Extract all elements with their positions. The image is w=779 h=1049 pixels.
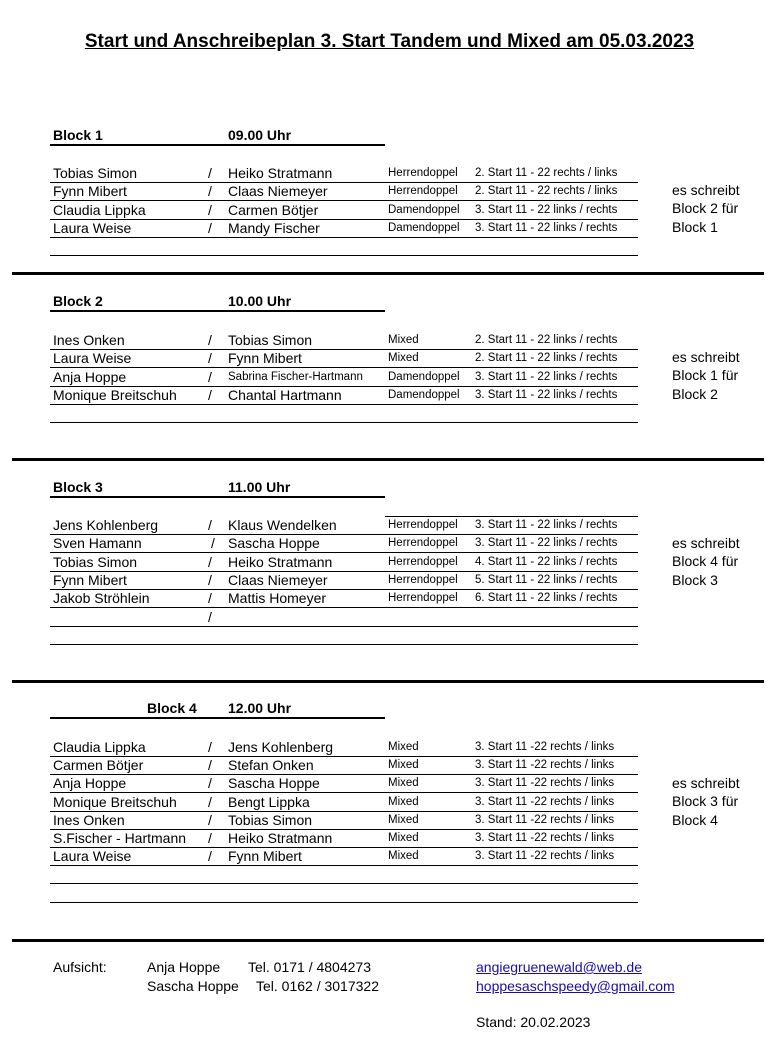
- pair-separator: /: [208, 517, 212, 533]
- player-2: Stefan Onken: [228, 757, 314, 773]
- pair-separator: /: [208, 350, 212, 366]
- pair-separator: /: [208, 387, 212, 403]
- discipline: Mixed: [388, 759, 419, 771]
- player-1: Monique Breitschuh: [53, 387, 177, 403]
- player-1: Anja Hoppe: [53, 369, 127, 385]
- pair-separator: /: [208, 183, 212, 199]
- block-writer-note: Block 1: [672, 218, 718, 235]
- block-separator: [12, 680, 764, 683]
- start-info: 3. Start 11 - 22 links / rechts: [475, 204, 618, 216]
- start-info: 3. Start 11 -22 rechts / links: [475, 814, 615, 826]
- start-info: 2. Start 11 - 22 links / rechts: [475, 352, 618, 364]
- pair-separator: /: [208, 165, 212, 181]
- player-2: Heiko Stratmann: [228, 554, 333, 570]
- discipline: Herrendoppel: [388, 185, 458, 197]
- start-info: 3. Start 11 -22 rechts / links: [475, 777, 615, 789]
- discipline: Mixed: [388, 850, 419, 862]
- pair-separator: /: [208, 848, 212, 864]
- player-2: Bengt Lippka: [228, 794, 310, 810]
- player-1: Laura Weise: [53, 350, 132, 366]
- row-line: [50, 792, 638, 793]
- blank-line: [50, 255, 638, 256]
- player-2: Claas Niemeyer: [228, 183, 328, 199]
- start-info: 2. Start 11 - 22 links / rechts: [475, 334, 618, 346]
- email-link-1[interactable]: angiegruenewald@web.de: [476, 959, 642, 975]
- player-2: Tobias Simon: [228, 812, 313, 828]
- column-top-line: [385, 516, 638, 517]
- discipline: Herrendoppel: [388, 574, 458, 586]
- row-line-right: [472, 589, 638, 590]
- player-2: Carmen Bötjer: [228, 202, 319, 218]
- pair-separator: /: [208, 590, 212, 606]
- pair-separator: /: [208, 830, 212, 846]
- footer-separator: [12, 939, 764, 942]
- row-line: [50, 182, 638, 183]
- player-1: Claudia Lippka: [53, 202, 146, 218]
- player-1: Fynn Mibert: [53, 183, 127, 199]
- blank-line: [50, 902, 638, 903]
- block-header-underline: [50, 496, 385, 498]
- start-info: 3. Start 11 -22 rechts / links: [475, 832, 615, 844]
- player-1: Ines Onken: [53, 332, 125, 348]
- block-header-underline: [50, 144, 385, 146]
- pair-separator: /: [208, 332, 212, 348]
- player-2: Mandy Fischer: [228, 220, 320, 236]
- block-writer-note: es schreibt: [672, 775, 740, 791]
- player-2: Claas Niemeyer: [228, 572, 328, 588]
- discipline: Mixed: [388, 741, 419, 753]
- row-line-right: [472, 534, 638, 535]
- block-header-underline: [50, 717, 385, 719]
- discipline: Herrendoppel: [388, 519, 458, 531]
- player-1: Carmen Bötjer: [53, 757, 144, 773]
- row-line: [50, 811, 638, 812]
- player-1: Sven Hamann: [53, 535, 142, 551]
- player-2: Heiko Stratmann: [228, 830, 333, 846]
- player-2: Mattis Homeyer: [228, 590, 327, 606]
- player-2: Fynn Mibert: [228, 350, 302, 366]
- row-line: [50, 607, 472, 608]
- start-info: 5. Start 11 - 22 links / rechts: [475, 574, 618, 586]
- player-2: Klaus Wendelken: [228, 517, 337, 533]
- row-line: [50, 219, 638, 220]
- start-info: 3. Start 11 -22 rechts / links: [475, 850, 615, 862]
- block-separator: [12, 272, 764, 275]
- pair-separator: /: [208, 202, 212, 218]
- pair-separator: /: [208, 775, 212, 791]
- row-line-right: [472, 607, 638, 608]
- block-label: Block 2: [53, 293, 103, 309]
- player-1: Ines Onken: [53, 812, 125, 828]
- player-2: Jens Kohlenberg: [228, 739, 334, 755]
- row-line-right: [472, 552, 638, 553]
- pair-separator: /: [211, 535, 215, 551]
- row-line: [50, 367, 638, 368]
- row-line: [50, 237, 638, 238]
- player-1: S.Fischer - Hartmann: [53, 830, 187, 846]
- player-2: Fynn Mibert: [228, 848, 302, 864]
- discipline: Herrendoppel: [388, 556, 458, 568]
- pair-separator: /: [208, 609, 212, 625]
- pair-separator: /: [208, 572, 212, 588]
- block-writer-note: es schreibt: [672, 349, 740, 365]
- blank-line: [50, 422, 638, 423]
- discipline: Damendoppel: [388, 389, 460, 401]
- block-time: 12.00 Uhr: [228, 700, 292, 716]
- block-header-underline: [50, 310, 385, 312]
- blank-line: [50, 883, 638, 884]
- discipline: Herrendoppel: [388, 167, 458, 179]
- player-2: Sascha Hoppe: [228, 535, 320, 551]
- block-writer-note: Block 2: [672, 385, 718, 402]
- start-info: 3. Start 11 - 22 links / rechts: [475, 519, 618, 531]
- start-info: 2. Start 11 - 22 rechts / links: [475, 185, 618, 197]
- discipline: Damendoppel: [388, 222, 460, 234]
- start-info: 3. Start 11 - 22 links / rechts: [475, 389, 618, 401]
- email-link-2[interactable]: hoppesaschspeedy@gmail.com: [476, 978, 675, 994]
- player-2: Chantal Hartmann: [228, 387, 342, 403]
- blank-line: [50, 644, 638, 645]
- player-2: Sabrina Fischer-Hartmann: [228, 371, 363, 383]
- pair-separator: /: [208, 812, 212, 828]
- row-line: [50, 774, 638, 775]
- start-info: 3. Start 11 -22 rechts / links: [475, 796, 615, 808]
- start-info: 3. Start 11 -22 rechts / links: [475, 759, 615, 771]
- discipline: Damendoppel: [388, 204, 460, 216]
- discipline: Herrendoppel: [388, 592, 458, 604]
- start-info: 3. Start 11 - 22 links / rechts: [475, 222, 618, 234]
- row-line: [50, 349, 638, 350]
- discipline: Mixed: [388, 814, 419, 826]
- discipline: Mixed: [388, 777, 419, 789]
- block-writer-note: es schreibt: [672, 182, 740, 198]
- row-line: [50, 865, 638, 866]
- block-time: 11.00 Uhr: [228, 479, 291, 495]
- row-line: [50, 404, 638, 405]
- block-label: Block 3: [53, 479, 103, 495]
- start-info: 3. Start 11 - 22 links / rechts: [475, 371, 618, 383]
- pair-separator: /: [208, 369, 212, 385]
- start-info: 6. Start 11 - 22 links / rechts: [475, 592, 618, 604]
- discipline: Mixed: [388, 832, 419, 844]
- pair-separator: /: [208, 739, 212, 755]
- pair-separator: /: [208, 794, 212, 810]
- row-line: [50, 200, 638, 201]
- supervisor-2-name: Sascha Hoppe: [147, 978, 239, 994]
- block-writer-note: Block 3 für: [672, 793, 739, 810]
- block-writer-note: Block 2 für: [672, 200, 739, 217]
- block-time: 09.00 Uhr: [228, 127, 292, 143]
- block-label: Block 1: [53, 127, 103, 143]
- player-1: Claudia Lippka: [53, 739, 146, 755]
- supervisor-2-phone: Tel. 0162 / 3017322: [256, 978, 379, 994]
- player-1: Anja Hoppe: [53, 775, 127, 791]
- player-2: Sascha Hoppe: [228, 775, 320, 791]
- pair-separator: /: [208, 757, 212, 773]
- start-info: 2. Start 11 - 22 rechts / links: [475, 167, 618, 179]
- supervisor-1-name: Anja Hoppe: [147, 959, 221, 975]
- discipline: Damendoppel: [388, 371, 460, 383]
- player-1: Fynn Mibert: [53, 572, 127, 588]
- player-2: Tobias Simon: [228, 332, 313, 348]
- player-1: Laura Weise: [53, 848, 132, 864]
- block-writer-note: Block 4 für: [672, 553, 739, 570]
- row-line: [50, 626, 638, 627]
- page-title: Start und Anschreibeplan 3. Start Tandem und Mixed am 05.03.2023: [84, 31, 695, 52]
- block-separator: [12, 458, 764, 461]
- block-writer-note: es schreibt: [672, 535, 740, 551]
- supervisor-1-phone: Tel. 0171 / 4804273: [248, 959, 371, 975]
- player-1: Monique Breitschuh: [53, 794, 177, 810]
- row-line-right: [472, 571, 638, 572]
- block-label: Block 4: [147, 700, 197, 716]
- pair-separator: /: [208, 220, 212, 236]
- discipline: Herrendoppel: [388, 537, 458, 549]
- block-writer-note: Block 3: [672, 571, 718, 588]
- stand-date: Stand: 20.02.2023: [476, 1014, 591, 1030]
- player-1: Tobias Simon: [53, 165, 138, 181]
- block-time: 10.00 Uhr: [228, 293, 292, 309]
- discipline: Mixed: [388, 352, 419, 364]
- start-info: 3. Start 11 -22 rechts / links: [475, 741, 615, 753]
- block-writer-note: Block 4: [672, 811, 718, 828]
- start-info: 3. Start 11 - 22 links / rechts: [475, 537, 618, 549]
- player-1: Laura Weise: [53, 220, 132, 236]
- discipline: Mixed: [388, 796, 419, 808]
- player-1: Jens Kohlenberg: [53, 517, 159, 533]
- start-info: 4. Start 11 - 22 links / rechts: [475, 556, 618, 568]
- discipline: Mixed: [388, 334, 419, 346]
- pair-separator: /: [208, 554, 212, 570]
- player-1: Jakob Ströhlein: [53, 590, 150, 606]
- block-writer-note: Block 1 für: [672, 367, 739, 384]
- row-line: [50, 847, 638, 848]
- player-2: Heiko Stratmann: [228, 165, 333, 181]
- row-line: [50, 552, 472, 553]
- supervision-label: Aufsicht:: [53, 959, 107, 975]
- player-1: Tobias Simon: [53, 554, 138, 570]
